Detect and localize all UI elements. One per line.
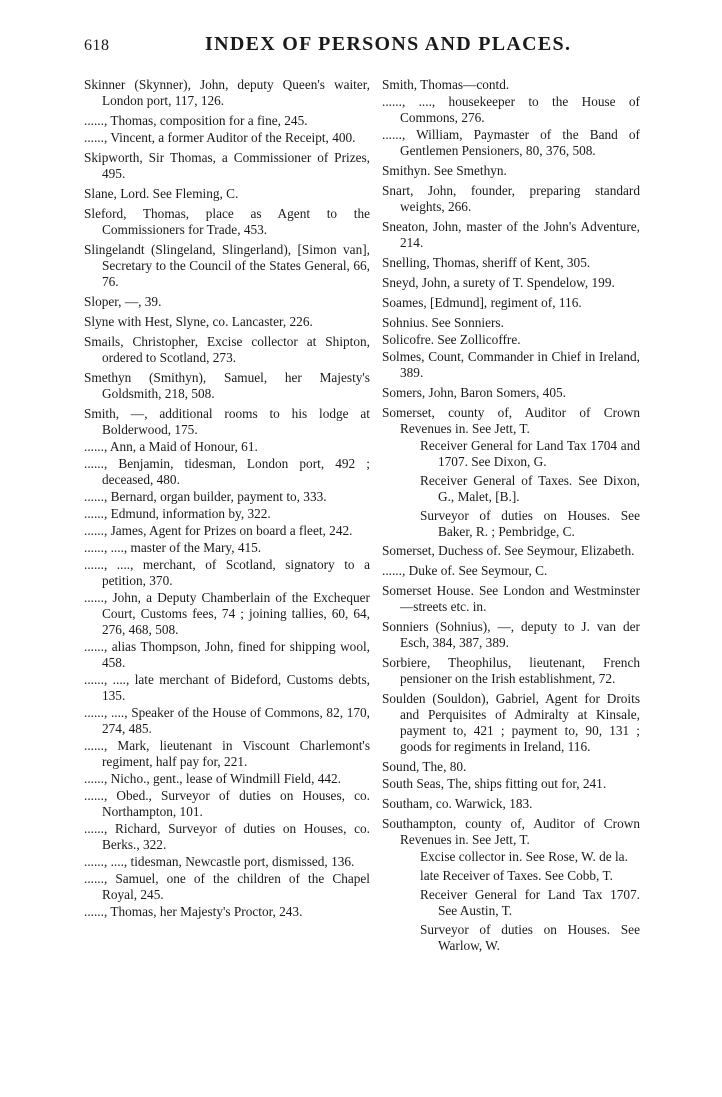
left-column: [84, 77, 370, 921]
index-entry: ......, Thomas, her Majesty's Proctor, 243.: [84, 904, 303, 919]
index-entry: ......, ...., merchant, of Scotland, signatory to a petition, 370.: [84, 557, 370, 588]
index-entry: Southampton, county of, Auditor of Crown Revenues in. See Jett, T.: [382, 816, 640, 847]
page-title: INDEX OF PERSONS AND PLACES.: [205, 33, 572, 55]
index-entry: ......, Vincent, a former Auditor of the Receipt, 400.: [84, 130, 356, 145]
index-subentry: Receiver General of Taxes. See Dixon, G., Malet, [B.].: [420, 473, 640, 504]
index-entry: Somers, John, Baron Somers, 405.: [382, 385, 566, 400]
index-entry: ......, ...., tidesman, Newcastle port, dismissed, 136.: [84, 854, 355, 869]
index-entry: Sneaton, John, master of the John's Adventure, 214.: [382, 219, 640, 250]
index-entry: Skipworth, Sir Thomas, a Commissioner of Prizes, 495.: [84, 150, 370, 181]
index-subentry: Surveyor of duties on Houses. See Warlow, W.: [420, 922, 640, 953]
index-entry: ......, James, Agent for Prizes on board a fleet, 242.: [84, 523, 353, 538]
index-entry: ......, Richard, Surveyor of duties on Houses, co. Berks., 322.: [84, 821, 370, 852]
index-entry: Sonniers (Sohnius), —, deputy to J. van der Esch, 384, 387, 389.: [382, 619, 640, 650]
index-entry: ......, ...., housekeeper to the House of Commons, 276.: [382, 94, 640, 125]
index-entry: Somerset, Duchess of. See Seymour, Elizabeth.: [382, 543, 635, 558]
index-entry: Somerset House. See London and Westminster—streets etc. in.: [382, 583, 640, 614]
index-entry: Smails, Christopher, Excise collector at Shipton, ordered to Scotland, 273.: [84, 334, 370, 365]
index-entry: Smith, Thomas—contd.: [382, 77, 510, 92]
index-entry: Solicofre. See Zollicoffre.: [382, 332, 521, 347]
index-entry: Smith, —, additional rooms to his lodge at Bolderwood, 175.: [84, 406, 370, 437]
index-entry: Sloper, —, 39.: [84, 294, 162, 309]
index-subentry: Receiver General for Land Tax 1704 and 1707. See Dixon, G.: [420, 438, 640, 469]
index-entry: ......, Nicho., gent., lease of Windmill Field, 442.: [84, 771, 341, 786]
index-entry: Sorbiere, Theophilus, lieutenant, French pensioner on the Irish establishment, 72.: [382, 655, 640, 686]
index-entry: ......, Obed., Surveyor of duties on Houses, co. Northampton, 101.: [84, 788, 370, 819]
index-subentry: Receiver General for Land Tax 1707. See Austin, T.: [420, 887, 640, 918]
index-entry: Snart, John, founder, preparing standard weights, 266.: [382, 183, 640, 214]
index-entry: Somerset, county of, Auditor of Crown Revenues in. See Jett, T.: [382, 405, 640, 436]
index-entry: Snelling, Thomas, sheriff of Kent, 305.: [382, 255, 591, 270]
index-entry: ......, Edmund, information by, 322.: [84, 506, 271, 521]
index-entry: ......, Samuel, one of the children of the Chapel Royal, 245.: [84, 871, 370, 902]
index-entry: ......, Ann, a Maid of Honour, 61.: [84, 439, 258, 454]
page-header: [0, 33, 722, 63]
index-entry: ......, Thomas, composition for a fine, 245.: [84, 113, 308, 128]
index-entry: Sound, The, 80.: [382, 759, 467, 774]
index-entry: ......, ...., master of the Mary, 415.: [84, 540, 262, 555]
index-entry: Sohnius. See Sonniers.: [382, 315, 504, 330]
index-entry: Sneyd, John, a surety of T. Spendelow, 199.: [382, 275, 615, 290]
index-entry: ......, John, a Deputy Chamberlain of the Exchequer Court, Customs fees, 74 ; joining tallies, 60, 64, 276, 468, 508.: [84, 590, 370, 637]
index-entry: ......, Bernard, organ builder, payment to, 333.: [84, 489, 327, 504]
index-entry: Sleford, Thomas, place as Agent to the Commissioners for Trade, 453.: [84, 206, 370, 237]
index-entry: Soulden (Souldon), Gabriel, Agent for Droits and Perquisites of Admiralty at Kinsale, payment to, 421 ; payment to, 90, 131 ; goods for regiments in Ireland, 116.: [382, 691, 640, 754]
index-entry: South Seas, The, ships fitting out for, 241.: [382, 776, 607, 791]
index-entry: Slyne with Hest, Slyne, co. Lancaster, 226.: [84, 314, 313, 329]
index-entry: ......, William, Paymaster of the Band of Gentlemen Pensioners, 80, 376, 508.: [382, 127, 640, 158]
index-subentry: Excise collector in. See Rose, W. de la.: [420, 849, 628, 864]
index-entry: ......, Duke of. See Seymour, C.: [382, 563, 548, 578]
index-entry: Smithyn. See Smethyn.: [382, 163, 507, 178]
index-entry: Slingelandt (Slingeland, Slingerland), [Simon van], Secretary to the Council of the States General, 66, 76.: [84, 242, 370, 289]
index-entry: Slane, Lord. See Fleming, C.: [84, 186, 239, 201]
index-entry: Southam, co. Warwick, 183.: [382, 796, 533, 811]
index-entry: ......, ...., late merchant of Bideford, Customs debts, 135.: [84, 672, 370, 703]
index-subentry: Surveyor of duties on Houses. See Baker, R. ; Pembridge, C.: [420, 508, 640, 539]
page-number: 618: [84, 37, 110, 54]
index-entry: Solmes, Count, Commander in Chief in Ireland, 389.: [382, 349, 640, 380]
index-entry: ......, Benjamin, tidesman, London port, 492 ; deceased, 480.: [84, 456, 370, 487]
index-subentry: late Receiver of Taxes. See Cobb, T.: [420, 868, 613, 883]
index-entry: Soames, [Edmund], regiment of, 116.: [382, 295, 582, 310]
index-entry: ......, alias Thompson, John, fined for shipping wool, 458.: [84, 639, 370, 670]
index-entry: Smethyn (Smithyn), Samuel, her Majesty's Goldsmith, 218, 508.: [84, 370, 370, 401]
index-entry: ......, ...., Speaker of the House of Commons, 82, 170, 274, 485.: [84, 705, 370, 736]
index-entry: ......, Mark, lieutenant in Viscount Charlemont's regiment, half pay for, 221.: [84, 738, 370, 769]
right-column: [382, 77, 640, 957]
index-entry: Skinner (Skynner), John, deputy Queen's waiter, London port, 117, 126.: [84, 77, 370, 108]
